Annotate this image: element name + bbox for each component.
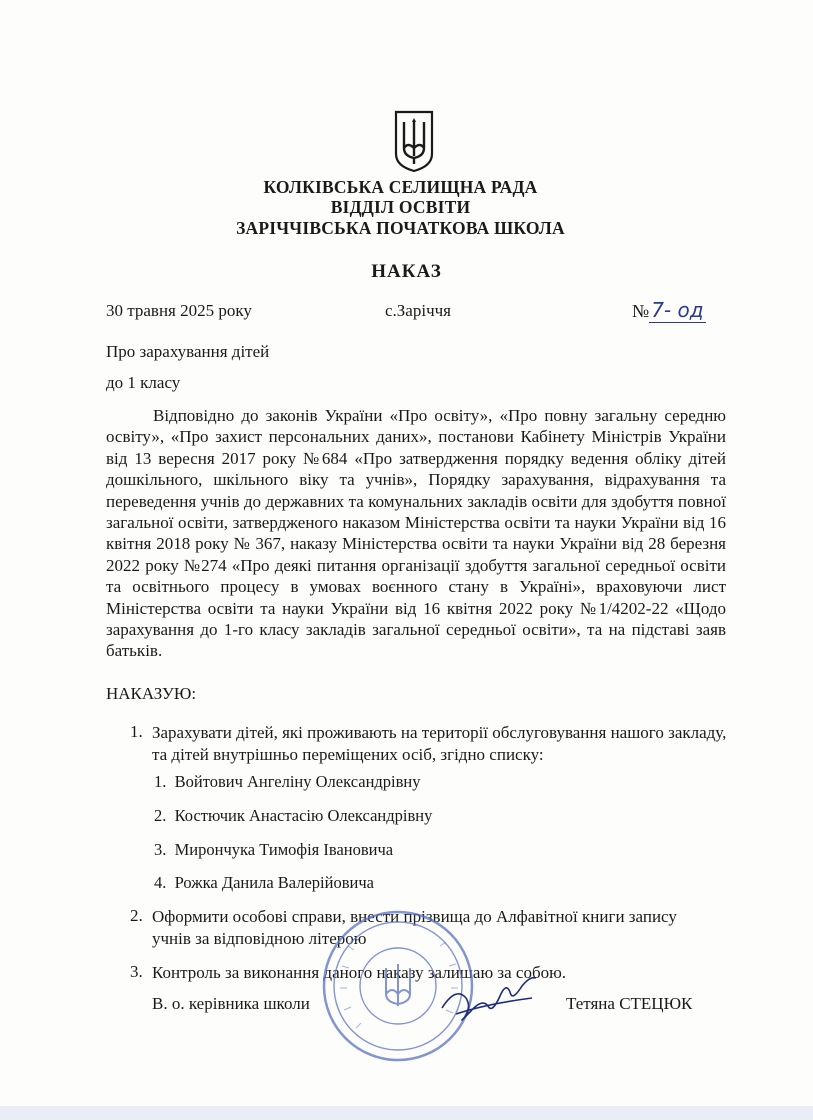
handwritten-number: 7- од	[651, 298, 704, 322]
item-number: 2.	[130, 906, 143, 925]
trident-emblem-icon	[392, 108, 436, 174]
handwritten-signature-icon	[436, 968, 546, 1028]
order-item: Контроль за виконання даного наказу залишаю за собою.	[152, 963, 567, 982]
preamble-paragraph: Відповідно до законів України «Про освіту», «Про повну загальну середню освіту», «Про захист персональних даних», постанови Кабінету Міністрів України від 13 вересня 2017 року №684 «Про затвердження порядку ведення обліку дітей дошкільного, шкільного віку та учнів», Порядку зарахування, відрахування та переведення учнів до державних та комунальних закладів освіти для здобуття повної загальної освіти, затвердженого наказом Міністерства освіти та науки України від 16 квітня 2018 року № 367, наказу Міністерства освіти та науки України від 28 березня 2022 року №274 «Про деякі питання організації здобуття загальної середньої освіти та освітнього процесу в умовах воєнного стану в Україні», враховуючи лист Міністерства освіти та науки України від 16 квітня 2022 року №1/4202-22 «Щодо зарахування до 1-го класу закладів загальної середньої освіти», та на підставі заяв батьків.	[106, 406, 726, 661]
list-item-name: Мирончука Тимофія Івановича	[174, 840, 394, 859]
item-number: 1.	[130, 722, 143, 741]
order-item: Оформити особові справи, внести прізвища до Алфавітної книги запису учнів за відповідною літерою	[152, 907, 677, 948]
scan-edge	[0, 1106, 813, 1120]
header-school: ЗАРІЧЧІВСЬКА ПОЧАТКОВА ШКОЛА	[236, 218, 565, 238]
list-item	[154, 772, 421, 792]
list-item-name: Рожка Данила Валерійовича	[174, 873, 374, 892]
document-type: НАКАЗ	[371, 261, 442, 282]
document-date: 30 травня 2025 року	[106, 301, 252, 320]
order-item: Зарахувати дітей, які проживають на території обслуговування нашого закладу, та дітей внутрішньо переміщених осіб, згідно списку:	[152, 723, 727, 764]
list-item	[154, 873, 374, 893]
document-place: с.Заріччя	[385, 301, 451, 320]
signatory-name: Тетяна СТЕЦЮК	[566, 994, 693, 1013]
number-prefix: №	[632, 301, 650, 321]
list-item-number: 1.	[154, 772, 167, 791]
list-item-number: 4.	[154, 873, 167, 892]
header-council: КОЛКІВСЬКА СЕЛИЩНА РАДА	[263, 177, 538, 197]
list-item-number: 3.	[154, 840, 167, 859]
list-item-number: 2.	[154, 806, 167, 825]
list-item	[154, 840, 393, 860]
document-number	[632, 298, 706, 322]
subject-line-2: до 1 класу	[106, 373, 181, 392]
list-item	[154, 806, 432, 826]
subject-line-1: Про зарахування дітей	[106, 342, 270, 361]
list-item-name: Костючик Анастасію Олександрівну	[174, 806, 433, 825]
header-department: ВІДДІЛ ОСВІТИ	[330, 197, 471, 217]
order-word: НАКАЗУЮ:	[106, 684, 197, 703]
item-number: 3.	[130, 962, 143, 981]
signatory-position: В. о. керівника школи	[152, 994, 310, 1013]
list-item-name: Войтович Ангеліну Олександрівну	[174, 772, 421, 791]
